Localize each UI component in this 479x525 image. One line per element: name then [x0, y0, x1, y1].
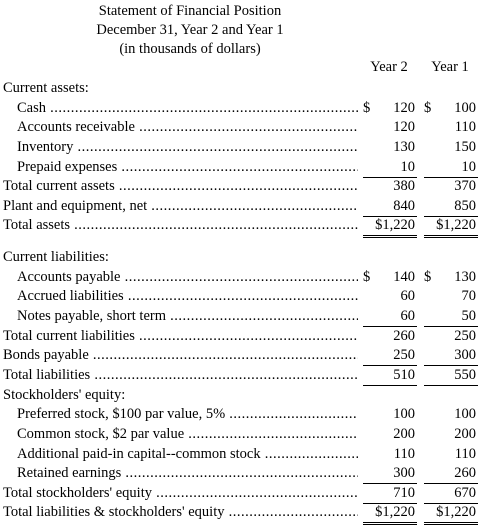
- row-label: Total liabilities .....: [3, 366, 358, 386]
- amount-value: 120: [393, 119, 415, 136]
- amount-value: 100: [393, 406, 415, 423]
- amount-cell-year-1: [424, 503, 478, 525]
- amount-value: 840: [393, 197, 415, 214]
- amount-value: 150: [454, 138, 476, 155]
- row-label: Accounts payable .....: [17, 268, 358, 288]
- statement-row: [0, 445, 479, 465]
- amount-cell-year-1: [424, 445, 478, 464]
- amount-cell-year-2: [363, 268, 417, 287]
- row-label: Accrued liabilities .....: [17, 287, 358, 307]
- statement-title: Statement of Financial Position: [98, 3, 282, 19]
- column-headers: [0, 59, 479, 79]
- amount-cell-year-2: [363, 177, 417, 196]
- amount-cell-year-1: [424, 464, 478, 484]
- amount-cell-year-1: [424, 118, 478, 137]
- row-label: Total current assets .....: [3, 177, 358, 197]
- amount-cell-year-2: [363, 425, 417, 444]
- amount-value: 110: [454, 445, 476, 462]
- statement-row: [0, 425, 479, 445]
- statement-row: [0, 158, 479, 178]
- column-header-year-2: Year 2: [370, 59, 408, 75]
- row-label: Inventory .....: [17, 138, 358, 158]
- statement-row: [0, 177, 479, 197]
- amount-value: 200: [393, 425, 415, 442]
- amount-value: 260: [454, 465, 476, 482]
- currency-symbol: $: [363, 268, 371, 285]
- amount-value: 370: [454, 178, 476, 195]
- statement-row: [0, 118, 479, 138]
- currency-symbol: $: [424, 268, 432, 285]
- amount-cell-year-1: [424, 307, 478, 327]
- statement-row: [0, 197, 479, 217]
- statement-row: [0, 138, 479, 158]
- amount-cell-year-1: [424, 287, 478, 306]
- amount-cell-year-1: [424, 425, 478, 444]
- amount-value: 60: [400, 308, 415, 325]
- row-label: Plant and equipment, net .....: [3, 197, 358, 217]
- amount-cell-year-2: [363, 197, 417, 217]
- amount-value: 10: [461, 158, 476, 175]
- row-label: Additional paid-in capital--common stock .....: [17, 445, 358, 465]
- amount-cell-year-2: [363, 287, 417, 306]
- statement-row: [0, 366, 479, 386]
- amount-cell-year-2: [363, 99, 417, 118]
- amount-cell-year-1: [424, 327, 478, 346]
- statement-row: [0, 307, 479, 327]
- amount-value: 250: [454, 327, 476, 344]
- amount-cell-year-2: [363, 503, 417, 525]
- row-label: Accounts receivable .....: [17, 118, 358, 138]
- amount-cell-year-1: [424, 346, 478, 366]
- statement-body: [0, 79, 479, 523]
- row-label: Prepaid expenses .....: [17, 158, 358, 178]
- statement-row: [0, 248, 479, 268]
- amount-value: 120: [393, 99, 415, 116]
- amount-value: 710: [393, 484, 415, 501]
- amount-cell-year-2: [363, 405, 417, 424]
- amount-value: $1,220: [436, 504, 476, 521]
- amount-value: 130: [393, 138, 415, 155]
- amount-cell-year-2: [363, 138, 417, 157]
- amount-value: 260: [393, 327, 415, 344]
- amount-value: 550: [454, 366, 476, 383]
- statement-date-line: December 31, Year 2 and Year 1: [96, 22, 284, 38]
- amount-cell-year-2: [363, 445, 417, 464]
- amount-cell-year-1: [424, 366, 478, 386]
- row-label: Preferred stock, $100 par value, 5% .....: [17, 405, 358, 425]
- amount-value: 100: [454, 406, 476, 423]
- amount-value: 300: [393, 465, 415, 482]
- row-label: Retained earnings .....: [17, 464, 358, 484]
- row-label: Total assets .....: [3, 216, 358, 236]
- amount-cell-year-1: [424, 158, 478, 178]
- amount-value: 60: [400, 288, 415, 305]
- amount-value: 510: [393, 366, 415, 383]
- section-spacer: [0, 236, 479, 248]
- statement-row: [0, 99, 479, 119]
- row-label: Total stockholders' equity .....: [3, 484, 358, 504]
- statement-units-line: (in thousands of dollars): [119, 41, 261, 57]
- row-label: Current liabilities:: [3, 249, 109, 266]
- amount-cell-year-1: [424, 177, 478, 196]
- row-label: Total liabilities & stockholders' equity .....: [3, 503, 358, 523]
- amount-cell-year-2: [363, 158, 417, 178]
- statement-row: [0, 503, 479, 523]
- statement-row: [0, 327, 479, 347]
- row-label: Stockholders' equity:: [3, 386, 126, 403]
- amount-value: 250: [393, 347, 415, 364]
- column-header-year-1: Year 1: [431, 59, 469, 75]
- amount-value: 10: [400, 158, 415, 175]
- statement-row: [0, 287, 479, 307]
- amount-value: 670: [454, 484, 476, 501]
- amount-cell-year-2: [363, 307, 417, 327]
- row-label: Total current liabilities .....: [3, 327, 358, 347]
- amount-value: 100: [454, 99, 476, 116]
- amount-value: 140: [393, 268, 415, 285]
- row-label: Common stock, $2 par value .....: [17, 425, 358, 445]
- amount-value: 110: [393, 445, 415, 462]
- amount-value: 110: [454, 119, 476, 136]
- amount-cell-year-1: [424, 197, 478, 217]
- statement-row: [0, 464, 479, 484]
- amount-cell-year-2: [363, 484, 417, 504]
- amount-value: 130: [454, 268, 476, 285]
- row-label: Bonds payable .....: [3, 346, 358, 366]
- row-label: Current assets:: [3, 80, 89, 96]
- amount-cell-year-2: [363, 327, 417, 346]
- statement-row: [0, 346, 479, 366]
- statement-row: [0, 79, 479, 99]
- statement-row: [0, 484, 479, 504]
- amount-value: 200: [454, 425, 476, 442]
- amount-cell-year-2: [363, 464, 417, 484]
- amount-value: 300: [454, 347, 476, 364]
- statement-row: [0, 405, 479, 425]
- amount-value: $1,220: [375, 504, 415, 521]
- statement-row: [0, 268, 479, 288]
- amount-cell-year-2: [363, 118, 417, 137]
- amount-value: 850: [454, 197, 476, 214]
- amount-value: $1,220: [375, 217, 415, 234]
- statement-header: [0, 2, 380, 59]
- amount-cell-year-1: [424, 138, 478, 157]
- amount-cell-year-2: [363, 366, 417, 386]
- amount-cell-year-2: [363, 346, 417, 366]
- statement-row: [0, 386, 479, 406]
- amount-value: $1,220: [436, 217, 476, 234]
- amount-value: 380: [393, 178, 415, 195]
- amount-value: 70: [461, 288, 476, 305]
- statement-row: [0, 216, 479, 236]
- row-label: Cash .....: [17, 99, 358, 119]
- currency-symbol: $: [363, 99, 371, 116]
- amount-cell-year-1: [424, 405, 478, 424]
- currency-symbol: $: [424, 99, 432, 116]
- row-label: Notes payable, short term .....: [17, 307, 358, 327]
- amount-value: 50: [461, 308, 476, 325]
- amount-cell-year-1: [424, 484, 478, 504]
- amount-cell-year-1: [424, 268, 478, 287]
- amount-cell-year-1: [424, 99, 478, 118]
